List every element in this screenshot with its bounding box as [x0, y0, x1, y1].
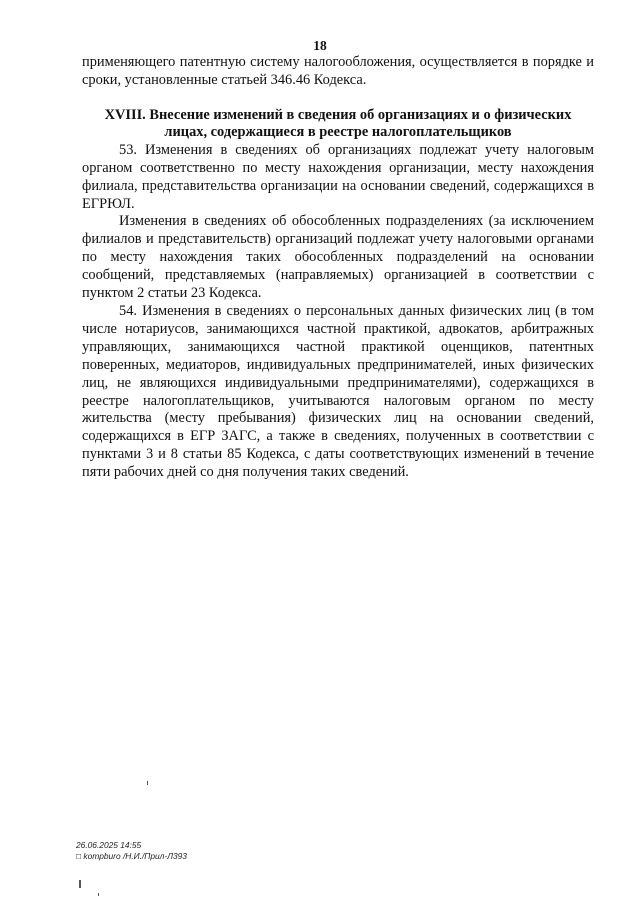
scan-speck: [147, 781, 148, 785]
footer-timestamp: 26.06.2025 14:55: [76, 840, 142, 850]
scan-speck: [98, 893, 99, 896]
page-number: 18: [313, 38, 327, 53]
paragraph-53-continued: Изменения в сведениях об обособленных подразделениях (за исключением филиалов и представительств) организаций подлежат учету налоговыми органами по месту нахождения таких обособленных подразделений на основании сообщений, представляемых (направляемых) организацией в соответствии с пунктом 2 статьи 23 Кодекса.: [82, 213, 594, 302]
print-footer: [76, 840, 187, 862]
paragraph-54: 54. Изменения в сведениях о персональных данных физических лиц (в том числе нотариусов, занимающихся частной практикой, адвокатов, арбитражных управляющих, занимающихся частной практикой оценщиков, патентных поверенных, медиаторов, индивидуальных предпринимателей, иных физических лиц, не являющихся индивидуальными предпринимателями), содержащихся в реестре налогоплательщиков, учитываются налоговым органом по месту жительства (месту пребывания) физических лиц на основании сведений, содержащихся в ЕГР ЗАГС, а также в сведениях, полученных в соответствии с пунктами 3 и 8 статьи 85 Кодекса, с даты соответствующих изменений в течение пяти рабочих дней со дня получения таких сведений.: [82, 302, 594, 481]
footer-file-path: □ kompburo /Н.И./Прил-Л393: [76, 851, 187, 861]
scan-speck: [79, 880, 81, 888]
document-body: [82, 54, 594, 482]
section-heading: XVIII. Внесение изменений в сведения об организациях и о физических лицах, содержащиеся в реестре налогоплательщиков: [104, 106, 572, 141]
paragraph-53: 53. Изменения в сведениях об организациях подлежат учету налоговым органом соответственно по месту нахождения организации, месту нахождения филиала, представительства организации на основании сведений, содержащихся в ЕГРЮЛ.: [82, 141, 594, 212]
paragraph-intro: применяющего патентную систему налогообложения, осуществляется в порядке и сроки, установленные статьей 346.46 Кодекса.: [82, 54, 594, 88]
